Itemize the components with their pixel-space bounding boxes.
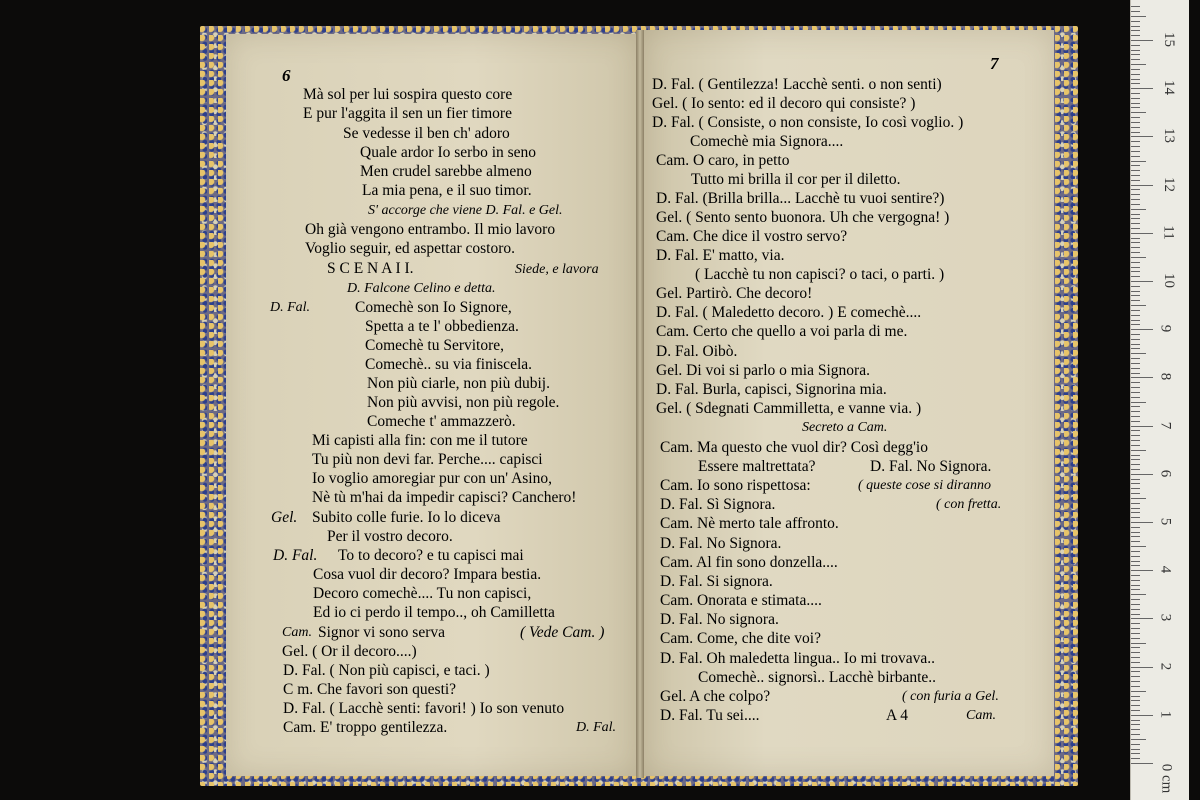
text-line: S C E N A I I. [327, 260, 414, 277]
ruler-tick [1131, 310, 1140, 311]
ruler-tick [1131, 734, 1140, 735]
ruler-tick [1131, 614, 1140, 615]
ruler-tick [1131, 30, 1140, 31]
ruler-tick [1131, 233, 1153, 234]
ruler-tick [1131, 411, 1140, 412]
text-line: D. Fal. No Signora. [870, 458, 992, 475]
ruler-tick [1131, 320, 1140, 321]
ruler-tick [1131, 74, 1140, 75]
measuring-ruler [1130, 0, 1189, 800]
ruler-tick [1131, 151, 1140, 152]
ruler-tick [1131, 450, 1146, 451]
text-line: D. Falcone Celino e detta. [347, 281, 496, 296]
ruler-tick [1131, 479, 1140, 480]
text-line: Cam. Ma questo che vuol dir? Così degg'io [660, 439, 928, 456]
ruler-tick [1131, 136, 1153, 137]
text-line: Cam. E' troppo gentilezza. [283, 719, 448, 736]
ruler-tick [1131, 696, 1140, 697]
ruler-tick [1131, 604, 1140, 605]
ruler-tick [1131, 286, 1140, 287]
ruler-tick [1131, 715, 1153, 716]
ruler-tick [1131, 517, 1140, 518]
text-line: ( Vede Cam. ) [520, 624, 605, 641]
text-line: Cam. [966, 708, 996, 723]
ruler-number: 14 [1161, 80, 1177, 96]
ruler-tick [1131, 618, 1153, 619]
ruler-number: 5 [1157, 517, 1174, 526]
ruler-tick [1131, 508, 1140, 509]
ruler-tick [1131, 710, 1140, 711]
ruler-tick [1131, 93, 1140, 94]
ruler-tick [1131, 753, 1140, 754]
text-line: Comechè tu Servitore, [365, 337, 505, 354]
ruler-tick [1131, 50, 1140, 51]
ruler-tick [1131, 512, 1140, 513]
ruler-tick [1131, 397, 1140, 398]
ruler-tick [1131, 585, 1140, 586]
ruler-tick [1131, 271, 1140, 272]
ruler-tick [1131, 103, 1140, 104]
ruler-tick [1131, 671, 1140, 672]
text-line: Subito colle furie. Io lo diceva [312, 509, 501, 526]
ruler-tick [1131, 339, 1140, 340]
ruler-tick [1131, 527, 1140, 528]
text-line: Se vedesse il ben ch' adoro [343, 125, 510, 142]
ruler-tick [1131, 426, 1153, 427]
ruler-tick [1131, 575, 1140, 576]
ruler-tick [1131, 64, 1146, 65]
ruler-tick [1131, 676, 1140, 677]
ruler-tick [1131, 127, 1140, 128]
ruler-tick [1131, 257, 1146, 258]
ruler-tick [1131, 551, 1140, 552]
text-line: D. Fal. ( Lacchè senti: favori! ) Io son venuto [283, 700, 565, 717]
ruler-tick [1131, 218, 1140, 219]
ruler-number: 13 [1161, 128, 1177, 144]
text-line: Gel. ( Sento sento buonora. Uh che vergogna! ) [656, 209, 950, 226]
ruler-tick [1131, 45, 1140, 46]
ruler-tick [1131, 252, 1140, 253]
text-line: To to decoro? e tu capisci mai [338, 547, 524, 564]
ruler-tick [1131, 589, 1140, 590]
ruler-tick [1131, 652, 1140, 653]
text-line: Cam. Che dice il vostro servo? [656, 228, 848, 245]
text-line: D. Fal. ( Consiste, o non consiste, Io così voglio. ) [652, 114, 964, 131]
ruler-tick [1131, 161, 1146, 162]
ruler-tick [1131, 267, 1140, 268]
ruler-tick [1131, 536, 1140, 537]
text-line: C m. Che favori son questi? [283, 681, 457, 698]
ruler-tick [1131, 315, 1140, 316]
ruler-number: 6 [1157, 469, 1174, 478]
text-line: Tutto mi brilla il cor per il diletto. [691, 171, 901, 188]
text-line: D. Fal. E' matto, via. [656, 247, 785, 264]
ruler-tick [1131, 21, 1140, 22]
ruler-tick [1131, 141, 1140, 142]
ruler-tick [1131, 40, 1153, 41]
text-line: Essere maltrettata? [698, 458, 816, 475]
text-line: Tu più non devi far. Perche.... capisci [312, 451, 543, 468]
ruler-tick [1131, 98, 1140, 99]
ruler-tick [1131, 667, 1153, 668]
text-line: D. Fal. ( Non più capisci, e taci. ) [283, 662, 490, 679]
ruler-tick [1131, 474, 1153, 475]
ruler-tick [1131, 724, 1140, 725]
ruler-tick [1131, 561, 1140, 562]
ruler-tick [1131, 107, 1140, 108]
ruler-tick [1131, 681, 1140, 682]
ruler-tick [1131, 242, 1140, 243]
ruler-tick [1131, 334, 1140, 335]
ruler-tick [1131, 503, 1140, 504]
text-line: A 4 [886, 707, 908, 724]
text-line: Mi capisti alla fin: con me il tutore [312, 432, 528, 449]
ruler-number: 9 [1157, 324, 1174, 333]
ruler-tick [1131, 488, 1140, 489]
text-line: D. Fal. (Brilla brilla... Lacchè tu vuoi sentire?) [656, 190, 945, 207]
ruler-tick [1131, 700, 1140, 701]
ruler-tick [1131, 628, 1140, 629]
ruler-tick [1131, 11, 1140, 12]
ruler-tick [1131, 324, 1140, 325]
ruler-tick [1131, 647, 1140, 648]
ruler-tick [1131, 498, 1146, 499]
text-line: Non più ciarle, non più dubij. [367, 375, 550, 392]
text-line: Gel. Di voi si parlo o mia Signora. [656, 362, 870, 379]
ruler-tick [1131, 26, 1140, 27]
ruler-number: 10 [1161, 273, 1177, 288]
ruler-number: 4 [1157, 565, 1174, 574]
ruler-tick [1131, 421, 1140, 422]
book-gutter [636, 30, 644, 778]
text-line: Comechè son Io Signore, [355, 299, 512, 316]
ruler-tick [1131, 469, 1140, 470]
ruler-tick [1131, 146, 1140, 147]
ruler-tick [1131, 238, 1140, 239]
ruler-tick [1131, 329, 1153, 330]
ruler-tick [1131, 69, 1140, 70]
text-line: D. Fal. Sì Signora. [660, 496, 776, 513]
ruler-tick [1131, 522, 1153, 523]
text-line: E pur l'aggita il sen un fier timore [303, 105, 512, 122]
ruler-number: 11 [1160, 225, 1177, 240]
text-line: Io voglio amoregiar pur con un' Asino, [312, 470, 552, 487]
ruler-tick [1131, 532, 1140, 533]
ruler-tick [1131, 83, 1140, 84]
text-line: Spetta a te l' obbedienza. [365, 318, 519, 335]
ruler-tick [1131, 353, 1146, 354]
text-line: Cam. Come, che dite voi? [660, 630, 821, 647]
ruler-tick [1131, 406, 1140, 407]
text-line: Nè tù m'hai da impedir capisci? Canchero! [312, 489, 577, 506]
text-line: Per il vostro decoro. [327, 528, 453, 545]
ruler-unit-label: 0 cm [1158, 763, 1175, 794]
ruler-tick [1131, 749, 1140, 750]
text-line: Cam. Al fin sono donzella.... [660, 554, 838, 571]
text-line: ( con furia a Gel. [902, 689, 999, 704]
text-line: D. Fal. [273, 547, 318, 564]
ruler-tick [1131, 623, 1140, 624]
text-line: ( con fretta. [936, 497, 1002, 512]
ruler-tick [1131, 546, 1146, 547]
text-line: D. Fal. Oibò. [656, 343, 738, 360]
ruler-tick [1131, 691, 1146, 692]
ruler-tick [1131, 214, 1140, 215]
ruler-tick [1131, 363, 1140, 364]
text-line: Comechè.. signorsì.. Lacchè birbante.. [698, 669, 937, 686]
text-line: Voglio seguir, ed aspettar costoro. [305, 240, 516, 257]
ruler-tick [1131, 556, 1140, 557]
ruler-tick [1131, 643, 1146, 644]
ruler-tick [1131, 156, 1140, 157]
ruler-tick [1131, 348, 1140, 349]
ruler-tick [1131, 132, 1140, 133]
ruler-tick [1131, 662, 1140, 663]
ruler-tick [1131, 744, 1140, 745]
text-line: Gel. A che colpo? [660, 688, 771, 705]
ruler-tick [1131, 580, 1140, 581]
ruler-tick [1131, 373, 1140, 374]
ruler-tick [1131, 59, 1140, 60]
text-line: Cam. [282, 625, 312, 640]
ruler-tick [1131, 16, 1146, 17]
ruler-tick [1131, 223, 1140, 224]
text-line: Cam. Onorata e stimata.... [660, 592, 822, 609]
text-line: D. Fal. No signora. [660, 611, 779, 628]
ruler-tick [1131, 705, 1140, 706]
ruler-tick [1131, 228, 1140, 229]
ruler-tick [1131, 493, 1140, 494]
ruler-tick [1131, 344, 1140, 345]
ruler-tick [1131, 88, 1153, 89]
ruler-tick [1131, 79, 1140, 80]
ruler-tick [1131, 459, 1140, 460]
text-line: D. Fal. No Signora. [660, 535, 782, 552]
ruler-tick [1131, 657, 1140, 658]
text-line: Siede, e lavora [515, 262, 599, 277]
text-line: Gel. Partirò. Che decoro! [656, 285, 813, 302]
ruler-tick [1131, 35, 1140, 36]
ruler-tick [1131, 440, 1140, 441]
ruler-tick [1131, 382, 1140, 383]
text-line: Cam. Certo che quello a voi parla di me. [656, 323, 908, 340]
ruler-tick [1131, 570, 1153, 571]
ruler-tick [1131, 599, 1140, 600]
ruler-tick [1131, 483, 1140, 484]
ruler-tick [1131, 368, 1140, 369]
text-line: Gel. [271, 509, 298, 526]
ruler-tick [1131, 180, 1140, 181]
text-line: S' accorge che viene D. Fal. e Gel. [368, 203, 563, 218]
ruler-tick [1131, 295, 1140, 296]
ruler-tick [1131, 392, 1140, 393]
ruler-tick [1131, 358, 1140, 359]
ruler-tick [1131, 194, 1140, 195]
ruler-tick [1131, 464, 1140, 465]
text-line: D. Fal. [576, 720, 617, 735]
left-page-number: 6 [282, 66, 291, 85]
text-line: Cam. Io sono rispettosa: [660, 477, 811, 494]
ruler-tick [1131, 638, 1140, 639]
ruler-number: 8 [1157, 373, 1174, 381]
ruler-tick [1131, 430, 1140, 431]
text-line: Quale ardor Io serbo in seno [360, 144, 537, 161]
text-line: D. Fal. [270, 300, 311, 315]
ruler-tick [1131, 6, 1140, 7]
ruler-number: 3 [1157, 614, 1174, 622]
text-line: Cam. Nè merto tale affronto. [660, 515, 839, 532]
ruler-tick [1131, 189, 1140, 190]
ruler-number: 7 [1157, 421, 1174, 429]
ruler-tick [1131, 686, 1140, 687]
text-line: Gel. ( Io sento: ed il decoro qui consiste? ) [652, 95, 916, 112]
ruler-tick [1131, 247, 1140, 248]
ruler-tick [1131, 185, 1153, 186]
text-line: Gel. ( Or il decoro....) [282, 643, 417, 660]
ruler-tick [1131, 377, 1153, 378]
text-line: Cosa vuol dir decoro? Impara bestia. [313, 566, 542, 583]
ruler-tick [1131, 594, 1146, 595]
text-line: La mia pena, e il suo timor. [362, 182, 532, 199]
text-line: Gel. ( Sdegnati Cammilletta, e vanne via. ) [656, 400, 922, 417]
ruler-tick [1131, 165, 1140, 166]
ruler-tick [1131, 281, 1153, 282]
ruler-tick [1131, 455, 1140, 456]
ruler-tick [1131, 633, 1140, 634]
ruler-number: 12 [1161, 176, 1177, 192]
ruler-tick [1131, 276, 1140, 277]
text-line: D. Fal. Si signora. [660, 573, 773, 590]
text-line: Non più avvisi, non più regole. [367, 394, 560, 411]
ruler-tick [1131, 763, 1153, 764]
text-line: D. Fal. Tu sei.... [660, 707, 760, 724]
ruler-tick [1131, 54, 1140, 55]
ruler-tick [1131, 170, 1140, 171]
text-line: Men crudel sarebbe almeno [360, 163, 532, 180]
ruler-number: 2 [1157, 662, 1174, 670]
text-line: ( Lacchè tu non capisci? o taci, o parti. ) [695, 266, 945, 283]
ruler-tick [1131, 609, 1140, 610]
ruler-number: 15 [1161, 32, 1177, 47]
text-line: D. Fal. ( Gentilezza! Lacchè senti. o non senti) [652, 76, 942, 93]
right-page-number: 7 [990, 54, 999, 73]
text-line: D. Fal. ( Maledetto decoro. ) E comechè.... [656, 304, 922, 321]
ruler-tick [1131, 117, 1140, 118]
ruler-tick [1131, 175, 1140, 176]
ruler-tick [1131, 305, 1146, 306]
ruler-tick [1131, 387, 1140, 388]
text-line: Ed io ci perdo il tempo.., oh Camilletta [313, 604, 555, 621]
text-line: ( queste cose si diranno [858, 478, 991, 493]
text-line: Decoro comechè.... Tu non capisci, [313, 585, 532, 602]
text-line: Comechè mia Signora.... [690, 133, 844, 150]
ruler-tick [1131, 204, 1140, 205]
ruler-tick [1131, 300, 1140, 301]
ruler-tick [1131, 199, 1140, 200]
ruler-tick [1131, 402, 1146, 403]
ruler-tick [1131, 416, 1140, 417]
ruler-tick [1131, 729, 1140, 730]
text-line: Signor vi sono serva [318, 624, 446, 641]
text-line: Secreto a Cam. [802, 420, 888, 435]
ruler-tick [1131, 739, 1146, 740]
ruler-tick [1131, 435, 1140, 436]
text-line: D. Fal. Burla, capisci, Signorina mia. [656, 381, 887, 398]
ruler-number: 1 [1157, 710, 1174, 719]
ruler-tick [1131, 209, 1146, 210]
ruler-tick [1131, 112, 1146, 113]
text-line: Comechè.. su via finiscela. [365, 356, 533, 373]
ruler-tick [1131, 720, 1140, 721]
text-line: Oh già vengono entrambo. Il mio lavoro [305, 221, 556, 238]
text-line: D. Fal. Oh maledetta lingua.. Io mi trovava.. [660, 650, 936, 667]
text-line: Comeche t' ammazzerò. [367, 413, 516, 430]
ruler-tick [1131, 122, 1140, 123]
ruler-tick [1131, 291, 1140, 292]
ruler-tick [1131, 541, 1140, 542]
text-line: Cam. O caro, in petto [656, 152, 790, 169]
ruler-tick [1131, 565, 1140, 566]
ruler-tick [1131, 445, 1140, 446]
ruler-tick [1131, 758, 1140, 759]
text-line: Mà sol per lui sospira questo core [303, 86, 513, 103]
ruler-tick [1131, 262, 1140, 263]
